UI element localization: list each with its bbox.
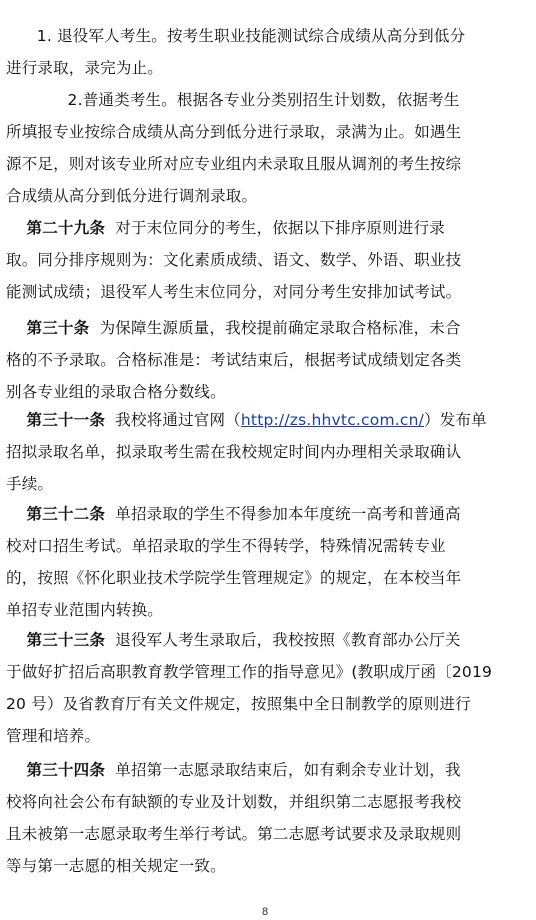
paragraph-line: 取。同分排序规则为：文化素质成绩、语文、数学、外语、职业技 <box>6 251 462 269</box>
paragraph-line: 校将向社会公布有缺额的专业及计划数，并组织第二志愿报考我校 <box>6 793 462 811</box>
paragraph-line: 所填报专业按综合成绩从高分到低分进行录取，录满为止。如遇生 <box>6 123 462 141</box>
article-heading: 第二十九条 <box>26 219 106 237</box>
paragraph-line: 1. 退役军人考生。按考生职业技能测试综合成绩从高分到低分 <box>6 27 466 45</box>
paragraph <box>6 624 528 752</box>
website-link[interactable]: http://zs.hhvtc.com.cn/ <box>240 411 425 429</box>
paragraph <box>6 212 528 308</box>
article-heading: 第三十一条 <box>26 411 106 429</box>
article-heading: 第三十四条 <box>26 761 106 779</box>
paragraph-line: 等与第一志愿的相关规定一致。 <box>6 857 226 875</box>
paragraph-line: 单招专业范围内转换。 <box>6 601 164 619</box>
paragraph <box>6 84 528 212</box>
paragraph-text: 为保障生源质量，我校提前确定录取合格标准，未合 <box>89 319 461 337</box>
paragraph <box>6 754 528 882</box>
paragraph-line: 管理和培养。 <box>6 727 101 745</box>
paragraph-line: 进行录取，录完为止。 <box>6 59 164 77</box>
paragraph-line: 手续。 <box>6 475 54 493</box>
paragraph <box>6 404 528 500</box>
paragraph-line: 源不足，则对该专业所对应专业组内未录取且服从调剂的考生按综 <box>6 155 462 173</box>
paragraph-text: 单招录取的学生不得参加本年度统一高考和普通高 <box>105 505 461 523</box>
paragraph-line: 能测试成绩；退役军人考生末位同分，对同分考生安排加试考试。 <box>6 283 462 301</box>
page-number: 8 <box>262 906 269 918</box>
article-heading: 第三十条 <box>26 319 90 337</box>
paragraph-line: 校对口招生考试。单招录取的学生不得转学，特殊情况需转专业 <box>6 537 446 555</box>
paragraph-line: 的，按照《怀化职业技术学院学生管理规定》的规定，在本校当年 <box>6 569 462 587</box>
paragraph <box>6 312 528 408</box>
article-heading: 第三十三条 <box>26 631 106 649</box>
paragraph-line: 别各专业组的录取合格分数线。 <box>6 383 226 401</box>
paragraph-line: 格的不予录取。合格标准是：考试结束后，根据考试成绩划定各类 <box>6 351 462 369</box>
paragraph-line: 合成绩从高分到低分进行调剂录取。 <box>6 187 258 205</box>
article-heading: 第三十二条 <box>26 505 106 523</box>
paragraph-line: 招拟录取名单，拟录取考生需在我校规定时间内办理相关录取确认 <box>6 443 462 461</box>
paragraph-text: 我校将通过官网（ <box>105 411 241 429</box>
paragraph-text: ）发布单 <box>424 411 487 429</box>
paragraph-text: 退役军人考生录取后，我校按照《教育部办公厅关 <box>105 631 461 649</box>
paragraph-text: 对于末位同分的考生，依据以下排序原则进行录 <box>105 219 445 237</box>
paragraph-line: 于做好扩招后高职教育教学管理工作的指导意见》(教职成厅函〔2019 <box>6 663 493 681</box>
paragraph-text: 单招第一志愿录取结束后，如有剩余专业计划，我 <box>105 761 461 779</box>
paragraph-line: 20 号）及省教育厅有关文件规定，按照集中全日制教学的原则进行 <box>6 695 471 713</box>
paragraph-line: 且未被第一志愿录取考生举行考试。第二志愿考试要求及录取规则 <box>6 825 462 843</box>
paragraph-line: 2.普通类考生。根据各专业分类别招生计划数，依据考生 <box>6 91 460 109</box>
paragraph <box>6 20 528 84</box>
paragraph <box>6 498 528 626</box>
